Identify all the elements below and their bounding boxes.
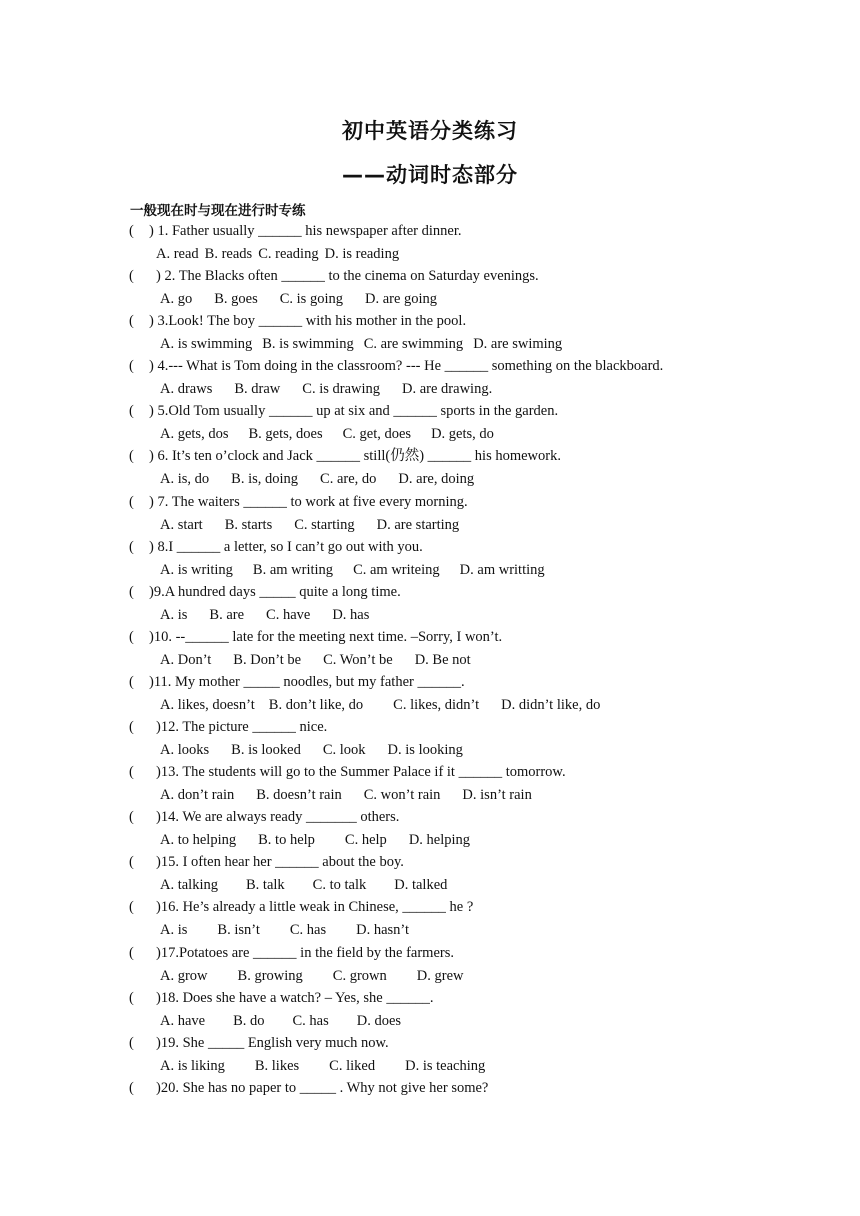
question-stem xyxy=(129,355,663,377)
question-text: ) 7. The waiters ______ to work at five every morning. xyxy=(149,493,468,510)
option-row xyxy=(160,604,369,626)
option-b: B. starts xyxy=(224,516,273,533)
option-c: C. reading xyxy=(258,246,319,262)
option-d: D. is looking xyxy=(387,742,463,759)
option-b: B. goes xyxy=(214,291,258,308)
option-row xyxy=(160,1055,485,1077)
question-item xyxy=(129,896,829,941)
question-item xyxy=(129,1077,829,1122)
option-row xyxy=(160,1010,401,1032)
question-stem xyxy=(129,987,433,1009)
page-subtitle: ——动词时态部分 xyxy=(342,163,518,187)
option-a: A. is, do xyxy=(160,471,210,488)
option-d: D. does xyxy=(356,1012,402,1029)
question-item xyxy=(129,400,829,445)
option-a: A. is xyxy=(160,922,188,939)
question-text: )18. Does she have a watch? – Yes, she ______. xyxy=(156,989,434,1006)
question-item xyxy=(129,851,829,896)
question-stem xyxy=(129,1032,389,1054)
option-d: D. hasn’t xyxy=(356,922,410,939)
page-title: 初中英语分类练习 xyxy=(342,119,518,143)
question-text: )17.Potatoes are ______ in the field by the farmers. xyxy=(156,944,454,961)
option-c: C. are swimming xyxy=(363,336,464,353)
option-row xyxy=(160,874,447,896)
option-c: C. have xyxy=(266,606,311,623)
question-stem xyxy=(129,536,423,558)
option-a: A. likes, doesn’t xyxy=(160,696,255,713)
question-stem xyxy=(129,942,454,964)
question-stem xyxy=(129,491,468,513)
option-row xyxy=(160,423,494,445)
option-c: C. to talk xyxy=(312,877,367,894)
question-item xyxy=(129,445,829,490)
option-b: B. talk xyxy=(246,877,285,894)
question-text: ) 2. The Blacks often ______ to the cinema on Saturday evenings. xyxy=(156,268,539,285)
option-row xyxy=(160,378,492,400)
option-b: B. am writing xyxy=(252,561,334,578)
option-c: C. get, does xyxy=(342,426,412,443)
option-b: B. don’t like, do xyxy=(268,696,364,713)
option-c: C. are, do xyxy=(320,471,377,488)
option-a: A. looks xyxy=(160,742,210,759)
option-d: D. grew xyxy=(416,967,464,984)
question-item xyxy=(129,716,829,761)
option-a: A. gets, dos xyxy=(160,426,229,443)
question-item xyxy=(129,987,829,1032)
question-item xyxy=(129,1032,829,1077)
option-a: A. draws xyxy=(160,381,213,398)
answer-blank[interactable]: ( xyxy=(129,223,134,239)
option-row xyxy=(160,919,409,941)
option-a: A. grow xyxy=(160,967,208,984)
question-stem xyxy=(129,445,561,467)
question-item xyxy=(129,761,829,806)
answer-blank[interactable]: ( xyxy=(129,448,134,465)
option-a: A. have xyxy=(160,1012,206,1029)
option-row xyxy=(160,739,463,761)
answer-blank[interactable]: ( xyxy=(129,358,134,375)
option-d: D. has xyxy=(332,606,370,623)
option-d: D. is teaching xyxy=(405,1057,486,1074)
question-text: )14. We are always ready _______ others. xyxy=(156,809,400,826)
option-b: B. gets, does xyxy=(248,426,323,443)
option-row xyxy=(156,243,399,265)
option-d: D. are drawing. xyxy=(402,381,493,398)
option-c: C. is going xyxy=(279,291,343,308)
option-b: B. growing xyxy=(237,967,303,984)
option-row xyxy=(160,965,463,987)
question-text: ) 6. It’s ten o’clock and Jack ______ still(仍然) ______ his homework. xyxy=(149,448,561,465)
option-b: B. is looked xyxy=(231,742,301,759)
question-item xyxy=(129,581,829,626)
question-text: ) 3.Look! The boy ______ with his mother in the pool. xyxy=(149,313,467,330)
answer-blank[interactable]: ( xyxy=(129,1079,134,1096)
option-a: A. is xyxy=(160,606,188,623)
question-text: ) 5.Old Tom usually ______ up at six and ______ sports in the garden. xyxy=(149,403,559,420)
option-b: B. do xyxy=(233,1012,265,1029)
question-stem xyxy=(129,896,473,918)
option-d: D. isn’t rain xyxy=(462,787,532,804)
option-b: B. Don’t be xyxy=(233,651,302,668)
option-row xyxy=(160,468,474,490)
option-a: A. talking xyxy=(160,877,218,894)
question-stem xyxy=(129,310,466,332)
option-a: A. don’t rain xyxy=(160,787,235,804)
question-item xyxy=(129,265,829,310)
question-text: )19. She _____ English very much now. xyxy=(156,1034,389,1051)
option-c: C. look xyxy=(322,742,366,759)
option-row xyxy=(160,559,545,581)
question-stem xyxy=(129,626,502,648)
answer-blank[interactable]: ( xyxy=(129,628,134,645)
answer-blank[interactable]: ( xyxy=(129,538,134,555)
option-c: C. starting xyxy=(294,516,355,533)
option-c: C. liked xyxy=(329,1057,376,1074)
answer-blank[interactable]: ( xyxy=(129,719,134,736)
option-b: B. are xyxy=(209,606,245,623)
question-stem xyxy=(129,1077,488,1099)
question-text: )9.A hundred days _____ quite a long time. xyxy=(149,583,401,600)
answer-blank[interactable]: ( xyxy=(129,944,134,961)
question-item xyxy=(129,491,829,536)
option-a: A. start xyxy=(160,516,203,533)
option-b: B. is, doing xyxy=(231,471,299,488)
answer-blank[interactable]: ( xyxy=(129,403,134,420)
option-d: D. are starting xyxy=(376,516,460,533)
option-a: A. go xyxy=(160,291,193,308)
option-a: A. is swimming xyxy=(160,336,253,353)
option-b: B. doesn’t rain xyxy=(256,787,342,804)
question-stem xyxy=(129,671,465,693)
question-stem xyxy=(129,806,399,828)
option-d: D. are going xyxy=(364,291,438,308)
question-text: )11. My mother _____ noodles, but my father ______. xyxy=(149,673,465,690)
question-stem xyxy=(129,581,401,603)
option-c: C. help xyxy=(344,832,387,849)
section-heading: 一般现在时与现在进行时专练 xyxy=(130,203,306,219)
option-c: C. grown xyxy=(332,967,387,984)
question-text: )13. The students will go to the Summer Palace if it ______ tomorrow. xyxy=(156,764,566,781)
answer-blank[interactable]: ( xyxy=(129,268,134,285)
question-stem xyxy=(129,716,327,738)
option-b: B. isn’t xyxy=(217,922,260,939)
option-a: A. is liking xyxy=(160,1057,225,1074)
option-d: D. helping xyxy=(408,832,471,849)
question-list xyxy=(129,220,829,1122)
question-text: ) 8.I ______ a letter, so I can’t go out with you. xyxy=(149,538,423,555)
answer-blank[interactable]: ( xyxy=(129,764,134,781)
question-item xyxy=(129,626,829,671)
question-stem xyxy=(129,761,566,783)
question-text: )10. --______ late for the meeting next time. –Sorry, I won’t. xyxy=(149,628,503,645)
option-a: A. Don’t xyxy=(160,651,212,668)
option-row xyxy=(160,333,562,355)
option-c: C. is drawing xyxy=(302,381,381,398)
answer-blank[interactable]: ( xyxy=(129,313,134,330)
question-text: ) 1. Father usually ______ his newspaper after dinner. xyxy=(149,223,462,239)
option-b: B. draw xyxy=(234,381,281,398)
question-item xyxy=(129,671,829,716)
option-row xyxy=(160,649,471,671)
answer-blank[interactable]: ( xyxy=(129,809,134,826)
option-c: C. won’t rain xyxy=(363,787,441,804)
option-row xyxy=(160,784,532,806)
question-item xyxy=(129,806,829,851)
option-d: D. didn’t like, do xyxy=(501,696,601,713)
option-c: C. likes, didn’t xyxy=(393,696,480,713)
option-b: B. reads xyxy=(204,246,253,262)
answer-blank[interactable]: ( xyxy=(129,989,134,1006)
question-stem xyxy=(129,851,404,873)
question-text: )12. The picture ______ nice. xyxy=(156,719,328,736)
option-d: D. Be not xyxy=(414,651,471,668)
option-d: D. is reading xyxy=(324,246,400,262)
question-stem xyxy=(129,400,558,422)
option-a: A. is writing xyxy=(160,561,233,578)
option-b: B. likes xyxy=(254,1057,300,1074)
option-a: A. to helping xyxy=(160,832,237,849)
option-d: D. are swiming xyxy=(473,336,563,353)
answer-blank[interactable]: ( xyxy=(129,673,134,690)
option-d: D. gets, do xyxy=(431,426,494,443)
question-item xyxy=(129,536,829,581)
question-text: ) 4.--- What is Tom doing in the classroom? --- He ______ something on the blackboard. xyxy=(149,358,664,375)
option-row xyxy=(160,514,459,536)
question-item xyxy=(129,310,829,355)
answer-blank[interactable]: ( xyxy=(129,854,134,871)
question-text: )15. I often hear her ______ about the boy. xyxy=(156,854,404,871)
option-row xyxy=(160,694,600,716)
question-item xyxy=(129,220,829,265)
option-row xyxy=(160,829,470,851)
option-a: A. read xyxy=(156,246,199,262)
option-row xyxy=(160,288,437,310)
option-d: D. are, doing xyxy=(398,471,475,488)
option-c: C. has xyxy=(292,1012,329,1029)
option-c: C. am writeing xyxy=(353,561,440,578)
answer-blank[interactable]: ( xyxy=(129,583,134,600)
question-item xyxy=(129,355,829,400)
option-d: D. am writting xyxy=(459,561,545,578)
answer-blank[interactable]: ( xyxy=(129,1034,134,1051)
question-stem xyxy=(129,265,539,287)
answer-blank[interactable]: ( xyxy=(129,493,134,510)
question-text: )16. He’s already a little weak in Chinese, ______ he ? xyxy=(156,899,474,916)
option-b: B. is swimming xyxy=(262,336,354,353)
option-b: B. to help xyxy=(258,832,315,849)
option-c: C. Won’t be xyxy=(323,651,393,668)
question-item xyxy=(129,942,829,987)
answer-blank[interactable]: ( xyxy=(129,899,134,916)
option-d: D. talked xyxy=(394,877,448,894)
option-c: C. has xyxy=(289,922,327,939)
question-text: )20. She has no paper to _____ . Why not give her some? xyxy=(156,1079,489,1096)
question-stem xyxy=(129,220,461,242)
